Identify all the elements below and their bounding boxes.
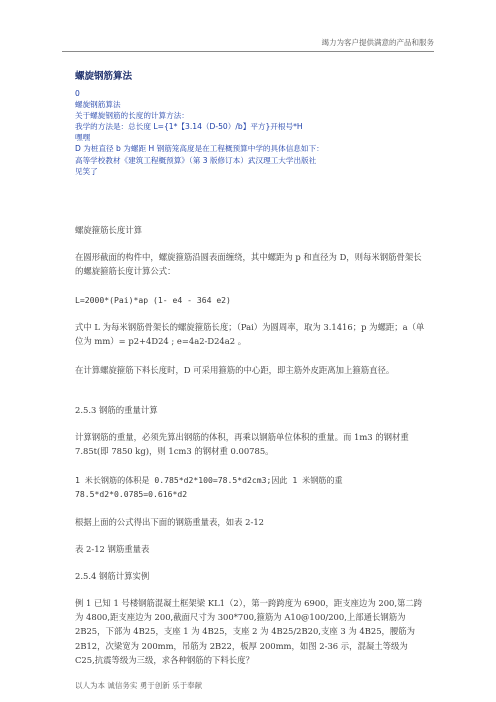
- body-section-5: [75, 363, 425, 377]
- body-section-1: [75, 223, 425, 237]
- paragraph: 在圆形截面的构件中，螺旋箍筋沿圆表面缠绕，其中螺距为 p 和直径为 D，则每米钢筋骨架长的螺旋箍筋长度计算公式：: [75, 252, 422, 277]
- section-heading: 2.5.4 钢筋计算实例: [75, 571, 150, 581]
- blue-line: 关于螺旋钢筋的长度的计算方法：: [75, 111, 189, 121]
- header-divider: [62, 51, 434, 52]
- body-section-7: [75, 430, 425, 458]
- blue-line: 嘿嘿: [75, 133, 91, 143]
- blue-line: D 为桩直径 b 为螺距 H 钢筋笼高度是在工程概预算中学的具体信息如下：: [75, 144, 324, 154]
- body-section-4: [75, 320, 425, 348]
- body-section-9: [75, 515, 425, 529]
- body-section-8: [75, 473, 425, 501]
- table-caption: 表 2-12 钢筋重量表: [75, 544, 150, 554]
- blue-line: 见笑了: [75, 166, 98, 176]
- body-section-3: [75, 293, 425, 307]
- blue-text-block: [75, 88, 415, 177]
- blue-line: 0: [75, 89, 80, 98]
- blue-line: 螺旋钢筋算法: [75, 100, 121, 110]
- body-section-6: [75, 403, 425, 417]
- document-title: 螺旋钢筋算法: [75, 71, 133, 82]
- blue-line: 我学的方法是：总长度 L={1*【3.14（D-50）/b】平方}开根号*H: [75, 122, 303, 132]
- header-slogan: 竭力为客户提供满意的产品和服务: [321, 38, 434, 47]
- paragraph: 1 米长钢筋的体积是 0.785*d2*100=78.5*d2cm3;因此 1 米钢筋的重 78.5*d2*0.0785=0.616*d2: [75, 475, 343, 500]
- body-section-11: [75, 569, 425, 583]
- section-heading: 螺旋箍筋长度计算: [75, 225, 142, 235]
- paragraph: 根据上面的公式得出下面的钢筋重量表，如表 2-12: [75, 517, 264, 527]
- paragraph: 例 1 已知 1 号楼钢筋混凝土框架梁 KL1（2），第一跨跨度为 6900，距支座边为 200,第二跨为 4800,距支座边为 200,截面尺寸为 300*700,箍筋为 A10@100/200,上部通长钢筋为 2B25，下部为 4B25，支座 1 为 4B25，支座 2 为 4B25/2B20,支座 3 为 4B25，腰筋为 2B12，次梁宽为 200mm，吊筋为 2B22，板厚 200mm，如图 2-36 示，混凝土等级为 C25,抗震等级为三级，求各种钢筋的下料长度？: [75, 598, 423, 665]
- section-heading: 2.5.3 钢筋的重量计算: [75, 405, 158, 415]
- body-section-2: [75, 250, 425, 278]
- paragraph: 计算钢筋的重量，必须先算出钢筋的体积，再乘以钢筋单位体积的重量。而 1m3 的钢材重 7.85t(即 7850 kg)，则 1cm3 的钢材重 0.00785。: [75, 432, 409, 457]
- paragraph: 式中 L 为每米钢筋骨架长的螺旋箍筋长度；（Pai）为圆周率，取为 3.1416；p 为螺距；a（单位为 mm）= p2+4D24 ; e=4a2-D24a2 。: [75, 322, 425, 347]
- blue-line: 高等学校教材《建筑工程概预算》（第 3 版修订本）武汉理工大学出版社: [75, 155, 317, 165]
- paragraph: 在计算螺旋箍筋下料长度时，D 可采用箍筋的中心距，即主筋外皮距离加上箍筋直径。: [75, 365, 395, 375]
- body-section-12: [75, 596, 425, 667]
- footer-motto: 以人为本 诚信务实 勇于创新 乐于奉献: [75, 681, 203, 690]
- formula: L=2000*(Pai)*ap (1- e4 - 364 e2): [75, 295, 231, 305]
- body-section-10: [75, 542, 425, 556]
